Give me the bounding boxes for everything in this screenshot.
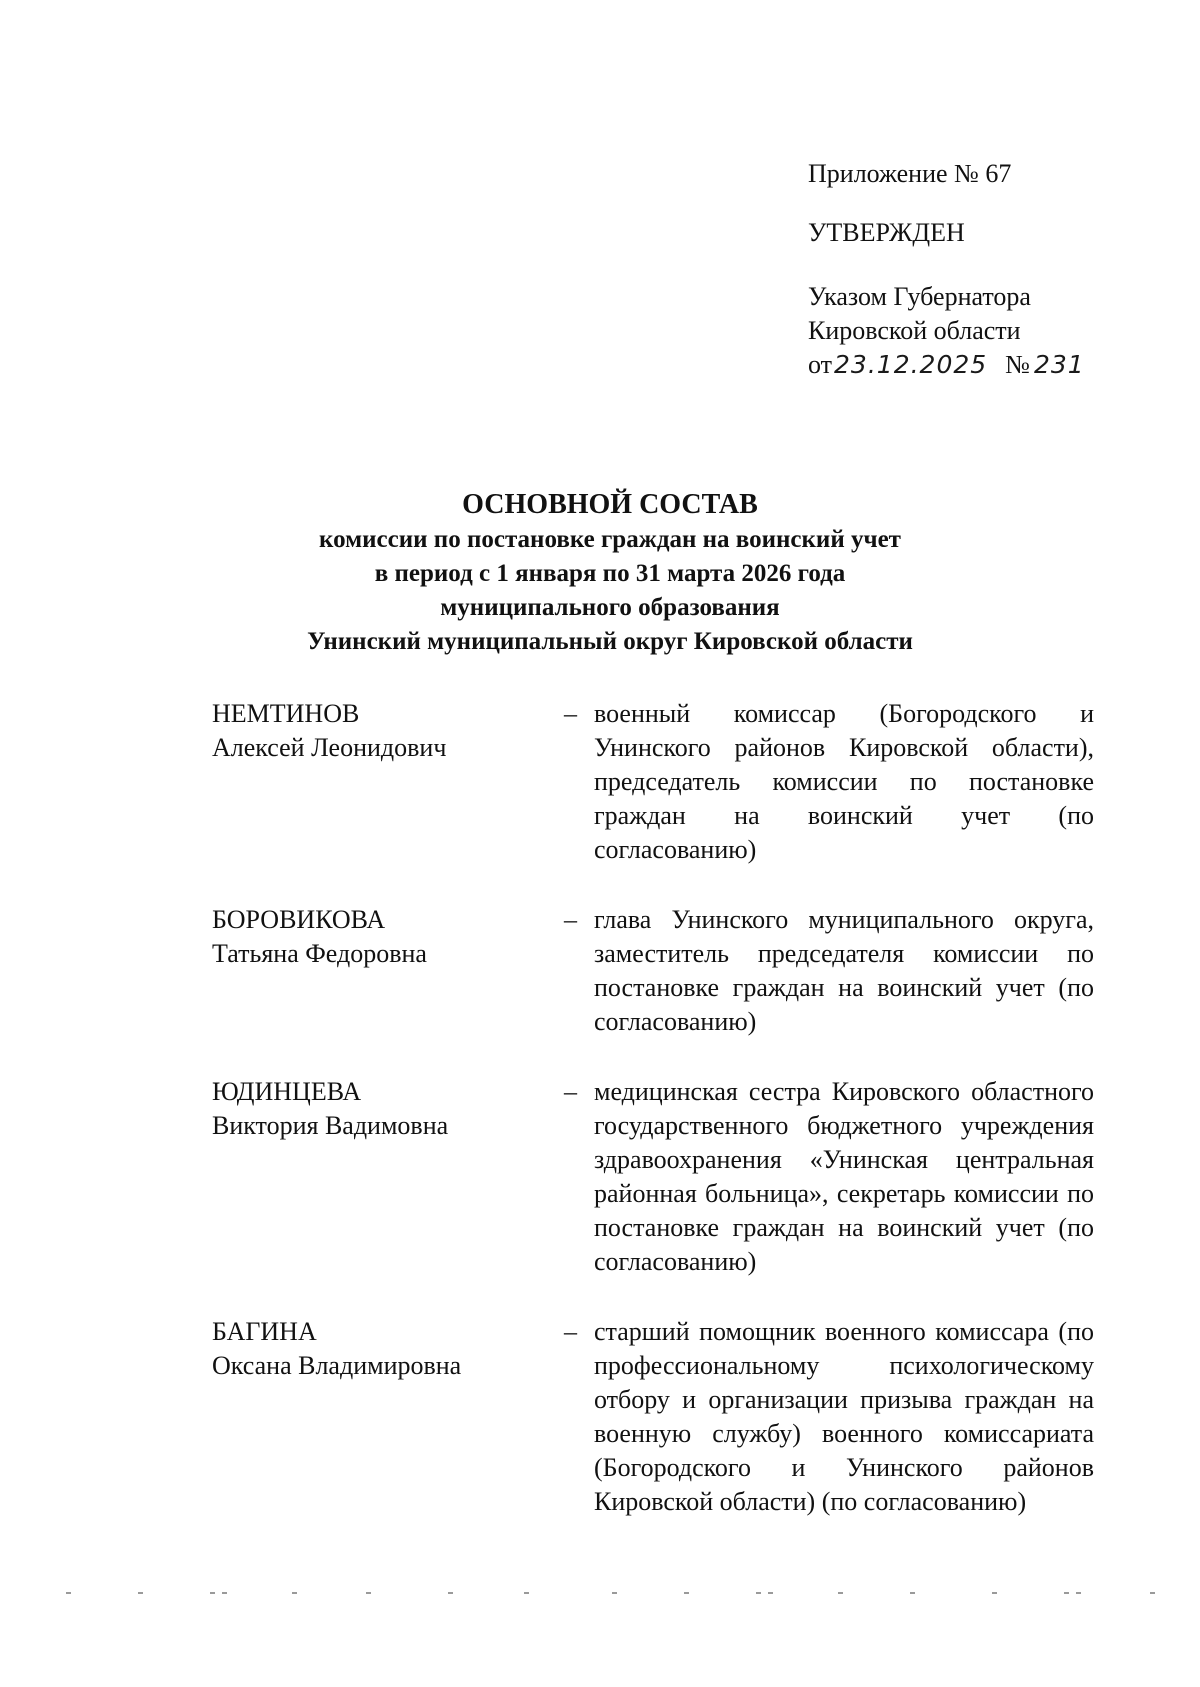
member-entry	[212, 903, 1132, 1039]
member-entry	[212, 1315, 1132, 1519]
member-role: медицинская сестра Кировского областного государственного бюджетного учреждения здравоохранения «Унинская центральная районная больница», секретарь комиссии по постановке граждан на воинский учет (по согласованию)	[594, 1077, 1094, 1276]
member-given-names: Алексей Леонидович	[212, 733, 447, 762]
number-prefix: №	[1005, 350, 1030, 379]
handwritten-number: 231	[1033, 350, 1085, 379]
document-title	[150, 487, 1070, 659]
date-prefix: от	[808, 350, 833, 379]
title-main: ОСНОВНОЙ СОСТАВ	[462, 489, 758, 520]
member-role: старший помощник военного комиссара (по профессиональному психологическому отбору и организации призыва граждан на военную службу) военного комиссариата (Богородского и Унинского районов Кировской области) (по согласованию)	[594, 1317, 1094, 1516]
approved-by-line-2: Кировской области	[808, 316, 1021, 345]
commission-members-list	[212, 697, 1132, 1555]
member-surname: БАГИНА	[212, 1317, 317, 1346]
approval-status: УТВЕРЖДЕН	[808, 218, 965, 247]
scan-artifact-dots	[0, 1590, 1200, 1600]
member-given-names: Татьяна Федоровна	[212, 939, 427, 968]
handwritten-date: 23.12.2025	[834, 350, 988, 379]
member-dash: –	[564, 1317, 577, 1346]
member-name	[212, 1075, 532, 1143]
decree-date-number-line	[808, 348, 1085, 382]
member-surname: НЕМТИНОВ	[212, 699, 360, 728]
member-dash: –	[564, 699, 577, 728]
appendix-number: Приложение № 67	[808, 159, 1012, 188]
member-dash: –	[564, 905, 577, 934]
approval-stamp-block	[808, 157, 1085, 382]
title-line-5: Унинский муниципальный округ Кировской области	[307, 628, 913, 655]
member-name	[212, 903, 532, 971]
member-name	[212, 1315, 532, 1383]
member-given-names: Оксана Владимировна	[212, 1351, 462, 1380]
member-entry	[212, 697, 1132, 867]
title-line-2: комиссии по постановке граждан на воинский учет	[319, 526, 901, 553]
member-surname: БОРОВИКОВА	[212, 905, 386, 934]
member-role: военный комиссар (Богородского и Унинского районов Кировской области), председатель комиссии по постановке граждан на воинский учет (по согласованию)	[594, 699, 1094, 864]
title-line-4: муниципального образования	[440, 594, 780, 621]
member-dash: –	[564, 1077, 577, 1106]
approved-by-line-1: Указом Губернатора	[808, 282, 1031, 311]
member-given-names: Виктория Вадимовна	[212, 1111, 449, 1140]
member-surname: ЮДИНЦЕВА	[212, 1077, 362, 1106]
member-name	[212, 697, 532, 765]
member-role: глава Унинского муниципального округа, заместитель председателя комиссии по постановке граждан на воинский учет (по согласованию)	[594, 905, 1094, 1036]
title-line-3: в период с 1 января по 31 марта 2026 года	[374, 560, 846, 587]
member-entry	[212, 1075, 1132, 1279]
